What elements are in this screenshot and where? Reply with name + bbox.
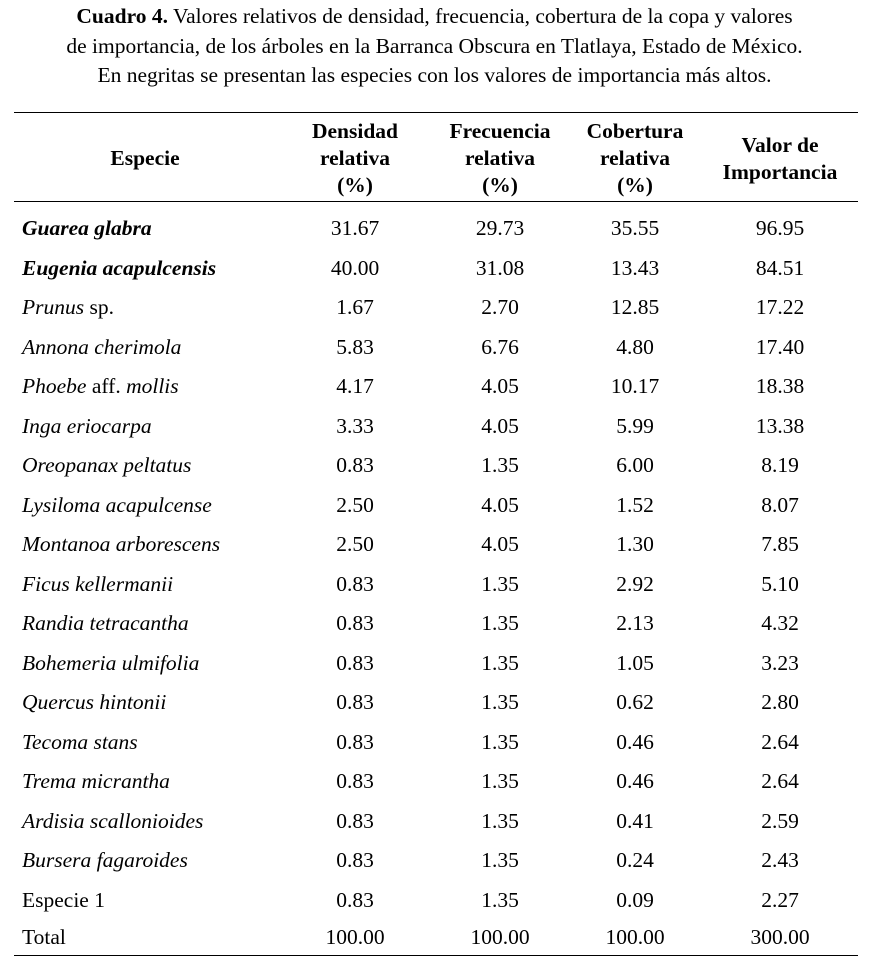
species-name: Guarea glabra	[22, 216, 152, 240]
coverage-value: 4.80	[616, 334, 654, 359]
header-species: Especie	[110, 146, 180, 170]
table-row	[0, 802, 869, 842]
caption-line-3: En negritas se presentan las especies con los valores de importancia más altos.	[97, 63, 772, 87]
density-value: 0.83	[336, 453, 374, 477]
table-row	[0, 565, 869, 605]
top-rule	[14, 112, 858, 113]
header-rule	[14, 201, 858, 202]
table-row	[0, 486, 869, 526]
coverage-value: 35.55	[610, 216, 660, 240]
species-name: Ardisia scallonioides	[22, 808, 204, 833]
species-name: Eugenia acapulcensis	[22, 255, 217, 280]
table-row	[0, 249, 869, 289]
density-value: 40.00	[330, 255, 380, 280]
importance-value: 7.85	[761, 532, 799, 556]
coverage-value: 1.30	[616, 532, 654, 556]
frequency-value: 1.35	[481, 453, 519, 477]
density-value: 0.83	[336, 769, 374, 793]
importance-value: 2.43	[761, 848, 799, 872]
species-name: Annona cherimola	[22, 334, 182, 359]
species-name: Prunus sp.	[22, 295, 114, 319]
frequency-value: 31.08	[475, 255, 525, 280]
table-row	[0, 288, 869, 328]
table-row	[0, 525, 869, 565]
total-coverage: 100.00	[605, 925, 665, 949]
frequency-value: 1.35	[481, 729, 519, 754]
coverage-value: 0.62	[616, 690, 654, 714]
frequency-value: 1.35	[481, 769, 519, 793]
coverage-value: 1.05	[616, 650, 654, 675]
table-row	[0, 881, 869, 921]
frequency-value: 1.35	[481, 690, 519, 714]
importance-value: 2.64	[761, 769, 799, 793]
coverage-value: 5.99	[616, 413, 654, 438]
header-density: Densidad relativa (%)	[311, 119, 399, 197]
importance-value: 13.38	[755, 413, 805, 438]
species-name: Especie 1	[22, 887, 105, 912]
coverage-value: 0.24	[616, 848, 654, 872]
frequency-value: 4.05	[481, 532, 519, 556]
coverage-value: 12.85	[610, 295, 660, 319]
coverage-value: 0.46	[616, 769, 654, 793]
caption-label: Cuadro 4.	[76, 4, 168, 28]
table-row	[0, 723, 869, 763]
density-value: 0.83	[336, 887, 374, 912]
total-importance: 300.00	[750, 925, 810, 949]
density-value: 2.50	[336, 492, 374, 517]
frequency-value: 1.35	[481, 611, 519, 635]
table-row	[0, 841, 869, 881]
importance-value: 3.23	[761, 650, 799, 675]
species-name: Ficus kellermanii	[22, 571, 174, 596]
coverage-value: 10.17	[610, 374, 660, 398]
bottom-rule	[14, 955, 858, 956]
table-row	[0, 446, 869, 486]
coverage-value: 2.92	[616, 571, 654, 596]
density-value: 0.83	[336, 571, 374, 596]
header-importance: Valor de Importancia	[722, 133, 838, 184]
table-row	[0, 644, 869, 684]
coverage-value: 6.00	[616, 453, 654, 477]
species-name: Lysiloma acapulcense	[22, 492, 212, 517]
table-row	[0, 762, 869, 802]
importance-value: 4.32	[761, 611, 799, 635]
table-row	[0, 604, 869, 644]
coverage-value: 0.41	[616, 808, 654, 833]
density-value: 31.67	[330, 216, 380, 240]
density-value: 5.83	[336, 334, 374, 359]
species-name: Phoebe aff. mollis	[22, 374, 179, 398]
frequency-value: 6.76	[481, 334, 519, 359]
total-row	[0, 918, 869, 958]
coverage-value: 1.52	[616, 492, 654, 517]
species-name: Inga eriocarpa	[22, 413, 152, 438]
species-name: Quercus hintonii	[22, 690, 167, 714]
species-name: Bursera fagaroides	[22, 848, 188, 872]
importance-value: 8.07	[761, 492, 799, 517]
density-value: 3.33	[336, 413, 374, 438]
importance-value: 2.27	[761, 887, 799, 912]
importance-value: 2.59	[761, 808, 799, 833]
species-name: Randia tetracantha	[22, 611, 189, 635]
importance-value: 84.51	[755, 255, 805, 280]
density-value: 0.83	[336, 650, 374, 675]
frequency-value: 1.35	[481, 571, 519, 596]
table-row	[0, 209, 869, 249]
frequency-value: 1.35	[481, 808, 519, 833]
table-caption	[0, 2, 869, 91]
coverage-value: 0.09	[616, 887, 654, 912]
species-name: Bohemeria ulmifolia	[22, 650, 200, 675]
density-value: 2.50	[336, 532, 374, 556]
species-name: Montanoa arborescens	[22, 532, 221, 556]
caption-line-1: Valores relativos de densidad, frecuencia, cobertura de la copa y valores	[172, 4, 793, 28]
table-row	[0, 367, 869, 407]
importance-value: 8.19	[761, 453, 799, 477]
frequency-value: 4.05	[481, 374, 519, 398]
importance-value: 18.38	[755, 374, 805, 398]
importance-value: 5.10	[761, 571, 799, 596]
table-row	[0, 683, 869, 723]
density-value: 0.83	[336, 729, 374, 754]
species-name: Tecoma stans	[22, 729, 138, 754]
frequency-value: 1.35	[481, 848, 519, 872]
species-name: Trema micrantha	[22, 769, 170, 793]
importance-value: 17.40	[755, 334, 805, 359]
importance-value: 2.80	[761, 690, 799, 714]
table-row	[0, 328, 869, 368]
frequency-value: 1.35	[481, 887, 519, 912]
density-value: 0.83	[336, 848, 374, 872]
density-value: 4.17	[336, 374, 374, 398]
density-value: 0.83	[336, 611, 374, 635]
frequency-value: 29.73	[475, 216, 525, 240]
total-density: 100.00	[325, 925, 385, 949]
density-value: 0.83	[336, 808, 374, 833]
frequency-value: 2.70	[481, 295, 519, 319]
frequency-value: 1.35	[481, 650, 519, 675]
coverage-value: 0.46	[616, 729, 654, 754]
table-row	[0, 407, 869, 447]
total-frequency: 100.00	[470, 925, 530, 949]
importance-value: 2.64	[761, 729, 799, 754]
density-value: 1.67	[336, 295, 374, 319]
species-name: Oreopanax peltatus	[22, 453, 192, 477]
density-value: 0.83	[336, 690, 374, 714]
total-label: Total	[22, 925, 66, 949]
coverage-value: 2.13	[616, 611, 654, 635]
coverage-value: 13.43	[610, 255, 660, 280]
importance-value: 96.95	[755, 216, 805, 240]
frequency-value: 4.05	[481, 492, 519, 517]
importance-value: 17.22	[755, 295, 805, 319]
frequency-value: 4.05	[481, 413, 519, 438]
header-coverage: Cobertura relativa (%)	[586, 119, 684, 197]
header-frequency: Frecuencia relativa (%)	[449, 119, 551, 197]
caption-line-2: de importancia, de los árboles en la Barranca Obscura en Tlatlaya, Estado de México.	[66, 33, 803, 58]
